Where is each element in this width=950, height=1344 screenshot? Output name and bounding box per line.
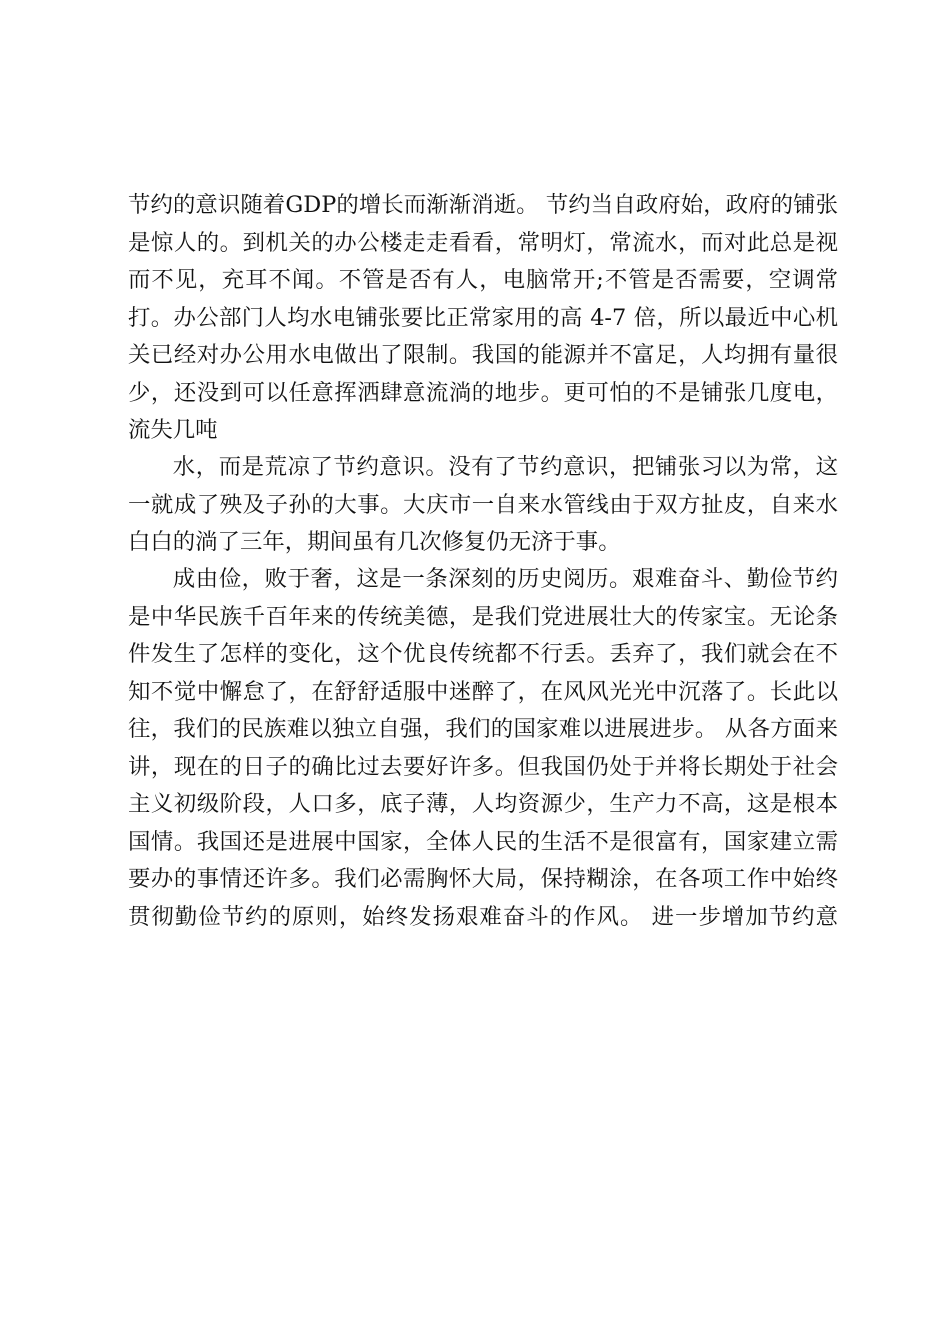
- paragraph-3: [128, 561, 838, 936]
- text-line: 主义初级阶段，人口多，底子薄，人均资源少，生产力不高，这是根本: [128, 791, 838, 817]
- text-line: 件发生了怎样的变化，这个优良传统都不行丢。丢弃了，我们就会在不: [128, 641, 838, 667]
- paragraph-1: [128, 187, 838, 450]
- text-line: 往，我们的民族难以独立自强，我们的国家难以进展进步。 从各方面来: [128, 716, 838, 742]
- text-line: 而不见，充耳不闻。不管是否有人，电脑常开;不管是否需要，空调常: [128, 267, 838, 293]
- text-line: 国情。我国还是进展中国家，全体人民的生活不是很富有，国家建立需: [128, 828, 838, 855]
- paragraph-2: [128, 449, 838, 562]
- text-line: 贯彻勤俭节约的原则，始终发扬艰难奋斗的作风。 进一步增加节约意: [128, 903, 838, 930]
- text-line: 关已经对办公用水电做出了限制。我国的能源并不富足，人均拥有量很: [128, 342, 838, 368]
- text-line: 少，还没到可以任意挥洒肆意流淌的地步。更可怕的不是铺张几度电，: [128, 379, 838, 406]
- text-line: 要办的事情还许多。我们必需胸怀大局，保持糊涂，在各项工作中始终: [128, 866, 838, 892]
- text-line: 水，而是荒凉了节约意识。没有了节约意识，把铺张习以为常，这: [172, 454, 838, 480]
- text-line: 是惊人的。到机关的办公楼走走看看，常明灯，常流水，而对此总是视: [128, 229, 838, 256]
- text-line: 知不觉中懈怠了，在舒舒适服中迷醉了，在风风光光中沉落了。长此以: [128, 678, 838, 705]
- text-line: 是中华民族千百年来的传统美德，是我们党进展壮大的传家宝。无论条: [128, 603, 838, 630]
- text-line: 白白的淌了三年，期间虽有几次修复仍无济于事。: [128, 529, 621, 555]
- text-line: 打。办公部门人均水电铺张要比正常家用的高 4-7 倍，所以最近中心机: [128, 304, 838, 331]
- text-line: 一就成了殃及子孙的大事。大庆市一自来水管线由于双方扯皮，自来水: [128, 491, 838, 518]
- text-line: 流失几吨: [128, 417, 218, 443]
- text-line: 节约的意识随着GDP的增长而渐渐消逝。 节约当自政府始，政府的铺张: [128, 192, 838, 218]
- text-line: 成由俭，败于奢，这是一条深刻的历史阅历。艰难奋斗、勤俭节约: [172, 566, 838, 592]
- text-line: 讲，现在的日子的确比过去要好许多。但我国仍处于并将长期处于社会: [128, 753, 838, 780]
